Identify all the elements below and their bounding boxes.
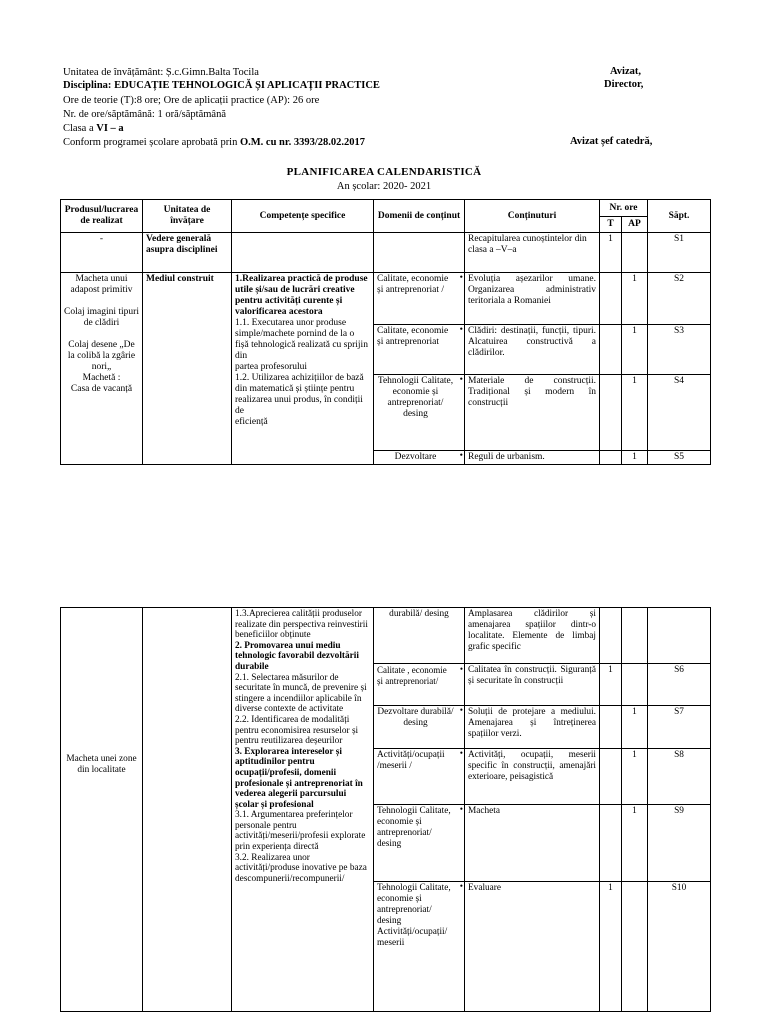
header-continuturi: Conținuturi — [465, 200, 600, 233]
domeniu-s8: Activități/ocupații /meserii / • — [374, 749, 465, 805]
table-row — [61, 273, 711, 325]
continut-s10: Evaluare — [465, 882, 600, 1012]
hours-per-week: Nr. de ore/săptămână: 1 oră/săptămână — [63, 109, 226, 120]
domeniu-s5: Dezvoltare • — [374, 451, 465, 465]
domeniu-s4: Tehnologii Calitate, economie și antreprenoriat/ desing • — [374, 375, 465, 451]
row1-t: 1 — [600, 233, 622, 273]
avizat: Avizat, — [610, 66, 642, 77]
competenta-2: 2. Promovarea unui mediu tehnologic favorabil dezvoltării durabile — [235, 640, 359, 672]
continut-s3: Clădiri: destinații, funcții, tipuri. Alcatuirea constructivă a clădirilor. — [465, 325, 600, 375]
t-cont — [600, 608, 622, 664]
page-title: PLANIFICAREA CALENDARISTICĂ — [286, 166, 482, 178]
sapt-s4: S4 — [648, 375, 711, 451]
header-ap: AP — [622, 217, 648, 233]
domeniu-s9: Tehnologii Calitate, economie și antreprenoriat/ desing • — [374, 805, 465, 882]
produs-macheta-zona-text: Macheta unei zone din localitate — [66, 753, 137, 775]
avizat-sef-catedra: Avizat șef catedră, — [570, 136, 653, 147]
ap-s3: 1 — [622, 325, 648, 375]
sapt-s10: S10 — [648, 882, 711, 1012]
ap-s2: 1 — [622, 273, 648, 325]
competenta-2-1: 2.1. Selectarea măsurilor de securitate în muncă, de prevenire și stingere a incendiilor aplicabile în diverse contexte de activitate — [235, 672, 367, 715]
competenta-2-2: 2.2. Identificarea de modalități pentru economisirea resurselor și pentru reutilizarea deșeurilor — [235, 714, 359, 747]
planning-table-1 — [60, 199, 711, 465]
domeniu-s6: Calitate , economie și antreprenoriat/ • — [374, 664, 465, 706]
continut-s9: Macheta — [465, 805, 600, 882]
sapt-s7: S7 — [648, 706, 711, 749]
domeniu-cont: durabilă/ desing — [374, 608, 465, 664]
competenta-3: 3. Explorarea intereselor și aptitudinilor pentru ocupații/profesii, domenii profesionale și antreprenoriat în vederea alegerii parcursului școlar și profesional — [235, 746, 363, 810]
discipline — [63, 79, 380, 92]
director: Director, — [604, 79, 644, 90]
continut-s2: Evoluția așezarilor umane. Organizarea administrativ teritoriala a Romaniei — [465, 273, 600, 325]
ap-s5: 1 — [622, 451, 648, 465]
school-unit: Unitatea de învățământ: Ș.c.Gimn.Balta Tocila — [63, 67, 259, 78]
sapt-s6: S6 — [648, 664, 711, 706]
ap-s8: 1 — [622, 749, 648, 805]
competente-block-2 — [232, 608, 374, 1012]
competente-block-1 — [232, 273, 374, 465]
header-competente: Competențe specifice — [232, 200, 374, 233]
ap-s10 — [622, 882, 648, 1012]
competenta-1-3: 1.3.Aprecierea calității produselor realizate din perspectiva reinvestirii beneficiilor obținute — [235, 609, 368, 641]
header-sapt: Săpt. — [648, 200, 711, 233]
row1-competente — [232, 233, 374, 273]
program-line — [63, 136, 365, 149]
school-year: An școlar: 2020- 2021 — [336, 181, 432, 192]
discipline-value: EDUCAȚIE TEHNOLOGICĂ ȘI APLICAȚII PRACTICE — [111, 80, 380, 91]
competenta-3-1: 3.1. Argumentarea preferințelor personale pentru activități/meserii/profesii explorate prin experiența directă — [235, 810, 366, 853]
t-s3 — [600, 325, 622, 375]
t-s6: 1 — [600, 664, 622, 706]
ap-s4: 1 — [622, 375, 648, 451]
t-s5 — [600, 451, 622, 465]
table-row — [61, 608, 711, 664]
row1-unitatea: Vedere generală asupra disciplinei — [143, 233, 232, 273]
table-row — [61, 233, 711, 273]
ap-s7: 1 — [622, 706, 648, 749]
sapt-s2: S2 — [648, 273, 711, 325]
t-s4 — [600, 375, 622, 451]
class-value: VI – a — [96, 123, 124, 134]
continut-s5: Reguli de urbanism. — [465, 451, 600, 465]
ap-cont — [622, 608, 648, 664]
header-unitatea: Unitatea de învățare — [143, 200, 232, 233]
t-s7 — [600, 706, 622, 749]
continut-s6: Calitatea în construcții. Siguranță și securitate în construcții — [465, 664, 600, 706]
competenta-3-2: 3.2. Realizarea unor activități/produse inovative pe baza descompunerii/recompunerii/ — [235, 852, 367, 884]
sapt-cont — [648, 608, 711, 664]
header-t: T — [600, 217, 622, 233]
sapt-s8: S8 — [648, 749, 711, 805]
row1-domeniu — [374, 233, 465, 273]
produs-block: Macheta unui adapost primitiv Colaj imagini tipuri de clădiri Colaj desene „De la colibă la zgârie nori„ Machetă : Casa de vacanță — [61, 273, 143, 465]
continut-s4: Materiale de construcții. Tradițional și modern în construcții — [465, 375, 600, 451]
sapt-s9: S9 — [648, 805, 711, 882]
t-s2 — [600, 273, 622, 325]
competenta-1: 1.Realizarea practică de produse utile și/sau de lucrări creative pentru activități curente și valorificarea acestora — [235, 274, 368, 317]
competente-1-1-1-2: 1.1. Executarea unor produse simple/machete pornind de la o fișă tehnologică realizată cu sprijin din partea profesorului 1.2. Utilizarea achizițiilor de bază din matematică și științe pentru realizarea unui produs, în condiții de eficiență — [235, 318, 368, 427]
class-line — [63, 122, 124, 135]
domeniu-s7: Dezvoltare durabilă/ desing • — [374, 706, 465, 749]
domeniu-s2: Calitate, economie și antreprenoriat / • — [374, 273, 465, 325]
unitatea-2 — [143, 608, 232, 1012]
hours-line: Ore de teorie (T):8 ore; Ore de aplicații practice (AP): 26 ore — [63, 95, 320, 106]
ap-s6 — [622, 664, 648, 706]
discipline-label: Disciplina: — [63, 80, 112, 91]
row1-ap — [622, 233, 648, 273]
domeniu-s3: Calitate, economie și antreprenoriat • — [374, 325, 465, 375]
produs-macheta-zona — [61, 608, 143, 1012]
planning-table-2 — [60, 607, 711, 1012]
header-domenii: Domenii de conținut — [374, 200, 465, 233]
continut-s7: Soluții de protejare a mediului. Amenajarea și întreținerea spațiilor verzi. — [465, 706, 600, 749]
header-produs: Produsul/lucrarea de realizat — [61, 200, 143, 233]
t-s10: 1 — [600, 882, 622, 1012]
continut-s8: Activități, ocupații, meserii specific în construcții, amenajări exterioare, peisagistică — [465, 749, 600, 805]
row1-produs: - — [61, 233, 143, 273]
program-prefix: Conform programei școlare aprobată prin — [63, 137, 240, 148]
row1-sapt: S1 — [648, 233, 711, 273]
ap-s9: 1 — [622, 805, 648, 882]
row1-continut: Recapitularea cunoștintelor din clasa a –V–a — [465, 233, 600, 273]
t-s8 — [600, 749, 622, 805]
continut-amplasarea: Amplasarea clădirilor și amenajarea spațiilor dintr-o localitate. Elemente de limbaj grafic specific — [465, 608, 600, 664]
program-value: O.M. cu nr. 3393/28.02.2017 — [239, 137, 366, 148]
sapt-s5: S5 — [648, 451, 711, 465]
sapt-s3: S3 — [648, 325, 711, 375]
domeniu-s10: Tehnologii Calitate, economie și antreprenoriat/ desing Activități/ocupații/ meserii • — [374, 882, 465, 1012]
header-nr-ore: Nr. ore — [600, 200, 648, 217]
unitatea-mediul-construit: Mediul construit — [143, 273, 232, 465]
t-s9 — [600, 805, 622, 882]
class-prefix: Clasa a — [63, 123, 97, 134]
